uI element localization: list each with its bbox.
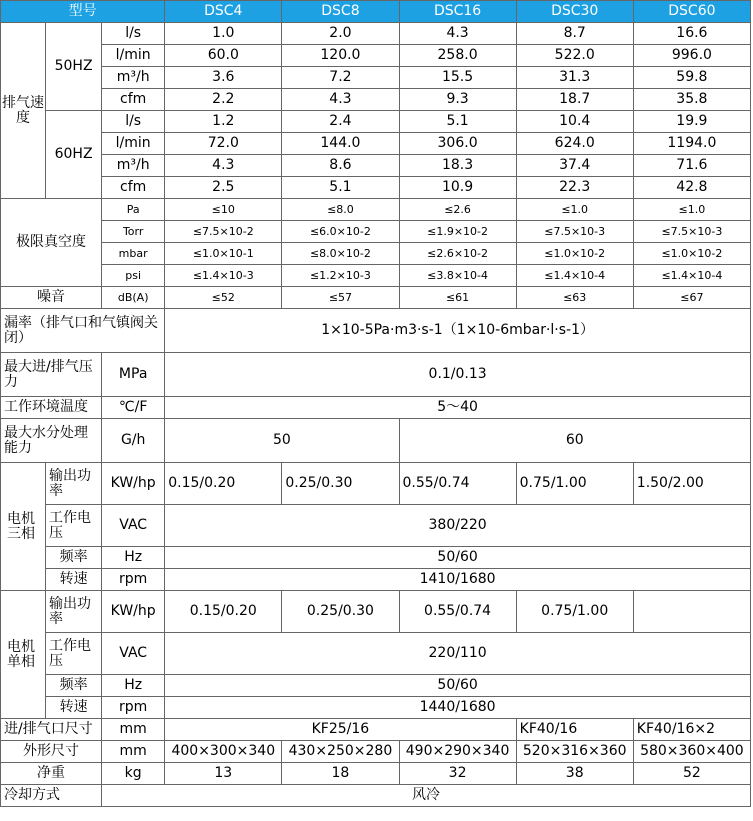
value-cell: ≤7.5×10-3: [516, 221, 633, 243]
water-label: 最大水分处理能力: [1, 419, 102, 463]
value-cell: 16.6: [633, 23, 750, 45]
value-cell: 9.3: [399, 89, 516, 111]
table-row: [1, 177, 751, 199]
value-cell: 4.3: [399, 23, 516, 45]
motor3-freq-label: 频率: [46, 547, 102, 569]
port-value-2: KF40/16: [516, 719, 633, 741]
value-cell: 4.3: [282, 89, 399, 111]
value-cell: ≤3.8×10-4: [399, 265, 516, 287]
value-cell: 60.0: [165, 45, 282, 67]
table-row: [1, 633, 751, 675]
value-cell: ≤8.0×10-2: [282, 243, 399, 265]
header-model: 型号: [1, 1, 165, 23]
table-row: [1, 89, 751, 111]
hz50-label: 50HZ: [46, 23, 102, 111]
table-row: [1, 67, 751, 89]
value-cell: 8.7: [516, 23, 633, 45]
value-cell: ≤1.0×10-1: [165, 243, 282, 265]
value-cell: ≤67: [633, 287, 750, 309]
value-cell: 10.4: [516, 111, 633, 133]
port-value-1: KF25/16: [165, 719, 516, 741]
value-cell: ≤1.2×10-3: [282, 265, 399, 287]
value-cell: 2.4: [282, 111, 399, 133]
motor1-speed-value: 1440/1680: [165, 697, 751, 719]
value-cell: 400×300×340: [165, 741, 282, 763]
value-cell: 1.0: [165, 23, 282, 45]
value-cell: ≤1.9×10-2: [399, 221, 516, 243]
value-cell: 38: [516, 763, 633, 785]
value-cell: 120.0: [282, 45, 399, 67]
value-cell: 22.3: [516, 177, 633, 199]
value-cell: 520×316×360: [516, 741, 633, 763]
table-row: [1, 741, 751, 763]
value-cell: 430×250×280: [282, 741, 399, 763]
motor3-freq-value: 50/60: [165, 547, 751, 569]
motor3-group-label: 电机三相: [1, 463, 46, 591]
unit-cell: Torr: [102, 221, 165, 243]
value-cell: 7.2: [282, 67, 399, 89]
unit-cell: Pa: [102, 199, 165, 221]
unit-cell: Hz: [102, 547, 165, 569]
table-row: [1, 133, 751, 155]
value-cell: ≤61: [399, 287, 516, 309]
value-cell: ≤2.6: [399, 199, 516, 221]
value-cell: 10.9: [399, 177, 516, 199]
table-row: [1, 155, 751, 177]
motor1-freq-value: 50/60: [165, 675, 751, 697]
motor3-power-label: 输出功率: [46, 463, 102, 505]
table-row: [1, 287, 751, 309]
value-cell: ≤2.6×10-2: [399, 243, 516, 265]
value-cell: ≤1.0×10-2: [516, 243, 633, 265]
value-cell: 19.9: [633, 111, 750, 133]
unit-cell: MPa: [102, 353, 165, 397]
motor1-freq-label: 频率: [46, 675, 102, 697]
table-row: [1, 763, 751, 785]
value-cell: 2.2: [165, 89, 282, 111]
value-cell: 18.7: [516, 89, 633, 111]
header-dsc8: DSC8: [282, 1, 399, 23]
table-row: [1, 199, 751, 221]
unit-cell: mm: [102, 719, 165, 741]
value-cell: 18: [282, 763, 399, 785]
value-cell: 0.15/0.20: [165, 591, 282, 633]
table-row: [1, 243, 751, 265]
unit-cell: l/s: [102, 111, 165, 133]
header-dsc4: DSC4: [165, 1, 282, 23]
unit-cell: ℃/F: [102, 397, 165, 419]
table-row: [1, 547, 751, 569]
value-cell: 37.4: [516, 155, 633, 177]
value-cell: ≤1.4×10-3: [165, 265, 282, 287]
pressure-value: 0.1/0.13: [165, 353, 751, 397]
table-row: [1, 785, 751, 807]
value-cell: 1.2: [165, 111, 282, 133]
value-cell: 31.3: [516, 67, 633, 89]
vacuum-label: 极限真空度: [1, 199, 102, 287]
value-cell: 580×360×400: [633, 741, 750, 763]
unit-cell: cfm: [102, 177, 165, 199]
table-row: [1, 719, 751, 741]
hz60-label: 60HZ: [46, 111, 102, 199]
unit-cell: Hz: [102, 675, 165, 697]
value-cell: 8.6: [282, 155, 399, 177]
header-dsc16: DSC16: [399, 1, 516, 23]
value-cell: 2.0: [282, 23, 399, 45]
value-cell: 5.1: [399, 111, 516, 133]
port-label: 进/排气口尺寸: [1, 719, 102, 741]
weight-label: 净重: [1, 763, 102, 785]
table-row: [1, 505, 751, 547]
unit-cell: l/min: [102, 133, 165, 155]
header-dsc60: DSC60: [633, 1, 750, 23]
motor3-speed-label: 转速: [46, 569, 102, 591]
motor3-voltage-value: 380/220: [165, 505, 751, 547]
value-cell: 3.6: [165, 67, 282, 89]
unit-cell: psi: [102, 265, 165, 287]
unit-cell: m³/h: [102, 155, 165, 177]
motor3-voltage-label: 工作电压: [46, 505, 102, 547]
pressure-label: 最大进/排气压力: [1, 353, 102, 397]
leak-label: 漏率（排气口和气镇阀关闭）: [1, 309, 165, 353]
value-cell: 4.3: [165, 155, 282, 177]
value-cell: 0.55/0.74: [399, 463, 516, 505]
value-cell: ≤1.0×10-2: [633, 243, 750, 265]
table-row: [1, 353, 751, 397]
value-cell: 144.0: [282, 133, 399, 155]
table-row: [1, 309, 751, 353]
temp-value: 5～40: [165, 397, 751, 419]
unit-cell: l/s: [102, 23, 165, 45]
value-cell: ≤8.0: [282, 199, 399, 221]
value-cell: ≤1.4×10-4: [633, 265, 750, 287]
value-cell: 59.8: [633, 67, 750, 89]
unit-cell: rpm: [102, 697, 165, 719]
motor1-power-label: 输出功率: [46, 591, 102, 633]
dims-label: 外形尺寸: [1, 741, 102, 763]
unit-cell: VAC: [102, 633, 165, 675]
table-row: [1, 221, 751, 243]
cooling-label: 冷却方式: [1, 785, 102, 807]
value-cell: ≤57: [282, 287, 399, 309]
unit-cell: l/min: [102, 45, 165, 67]
value-cell: 1.50/2.00: [633, 463, 750, 505]
value-cell: 0.75/1.00: [516, 463, 633, 505]
value-cell: 624.0: [516, 133, 633, 155]
value-cell: 15.5: [399, 67, 516, 89]
value-cell: ≤1.0: [633, 199, 750, 221]
value-cell: ≤1.4×10-4: [516, 265, 633, 287]
motor1-speed-label: 转速: [46, 697, 102, 719]
value-cell: ≤52: [165, 287, 282, 309]
motor1-voltage-value: 220/110: [165, 633, 751, 675]
unit-cell: rpm: [102, 569, 165, 591]
value-cell: 5.1: [282, 177, 399, 199]
value-cell: 0.15/0.20: [165, 463, 282, 505]
table-row: [1, 111, 751, 133]
table-row: [1, 675, 751, 697]
table-row: [1, 463, 751, 505]
value-cell: 0.75/1.00: [516, 591, 633, 633]
value-cell: 0.25/0.30: [282, 463, 399, 505]
unit-cell: cfm: [102, 89, 165, 111]
table-row: [1, 419, 751, 463]
unit-cell: kg: [102, 763, 165, 785]
value-cell: [633, 591, 750, 633]
value-cell: 258.0: [399, 45, 516, 67]
table-row: [1, 697, 751, 719]
value-cell: 52: [633, 763, 750, 785]
unit-cell: mbar: [102, 243, 165, 265]
value-cell: 2.5: [165, 177, 282, 199]
unit-cell: VAC: [102, 505, 165, 547]
water-value-2: 60: [399, 419, 751, 463]
table-row: [1, 569, 751, 591]
value-cell: ≤63: [516, 287, 633, 309]
value-cell: 18.3: [399, 155, 516, 177]
value-cell: 490×290×340: [399, 741, 516, 763]
speed-group-label: 排气速度: [1, 23, 46, 199]
motor1-group-label: 电机单相: [1, 591, 46, 719]
value-cell: 0.25/0.30: [282, 591, 399, 633]
unit-cell: KW/hp: [102, 463, 165, 505]
unit-cell: m³/h: [102, 67, 165, 89]
table-row: [1, 45, 751, 67]
noise-label: 噪音: [1, 287, 102, 309]
table-row: [1, 265, 751, 287]
table-row: [1, 397, 751, 419]
temp-label: 工作环境温度: [1, 397, 102, 419]
value-cell: 32: [399, 763, 516, 785]
unit-cell: mm: [102, 741, 165, 763]
header-dsc30: DSC30: [516, 1, 633, 23]
value-cell: 13: [165, 763, 282, 785]
header-row: [1, 1, 751, 23]
port-value-3: KF40/16×2: [633, 719, 750, 741]
value-cell: ≤6.0×10-2: [282, 221, 399, 243]
table-row: [1, 591, 751, 633]
value-cell: ≤7.5×10-3: [633, 221, 750, 243]
table-row: [1, 23, 751, 45]
value-cell: 42.8: [633, 177, 750, 199]
value-cell: ≤10: [165, 199, 282, 221]
value-cell: 72.0: [165, 133, 282, 155]
value-cell: 0.55/0.74: [399, 591, 516, 633]
motor3-speed-value: 1410/1680: [165, 569, 751, 591]
cooling-value: 风冷: [102, 785, 751, 807]
unit-cell: KW/hp: [102, 591, 165, 633]
value-cell: 35.8: [633, 89, 750, 111]
motor1-voltage-label: 工作电压: [46, 633, 102, 675]
value-cell: 996.0: [633, 45, 750, 67]
value-cell: ≤7.5×10-2: [165, 221, 282, 243]
value-cell: 71.6: [633, 155, 750, 177]
unit-cell: dB(A): [102, 287, 165, 309]
value-cell: ≤1.0: [516, 199, 633, 221]
value-cell: 1194.0: [633, 133, 750, 155]
value-cell: 522.0: [516, 45, 633, 67]
value-cell: 306.0: [399, 133, 516, 155]
leak-value: 1×10-5Pa·m3·s-1（1×10-6mbar·l·s-1）: [165, 309, 751, 353]
unit-cell: G/h: [102, 419, 165, 463]
water-value-1: 50: [165, 419, 399, 463]
